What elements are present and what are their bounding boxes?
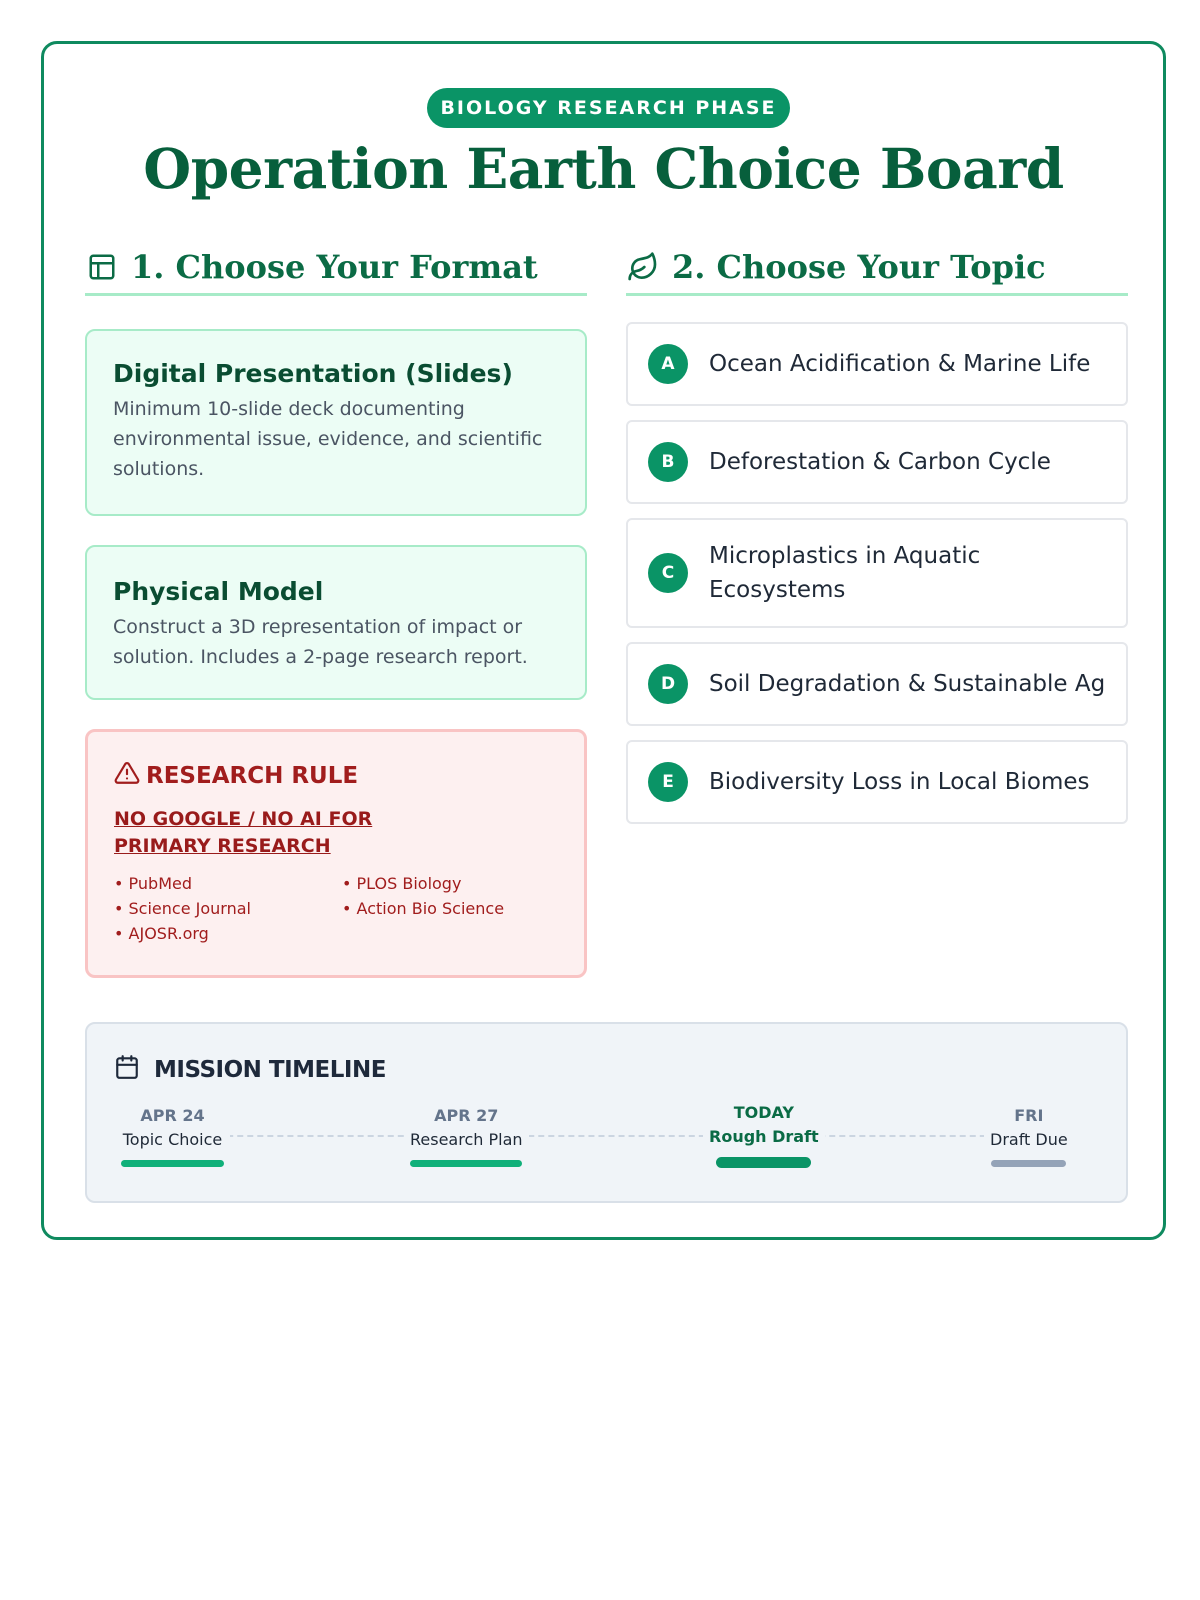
step-date: FRI [1014, 1106, 1044, 1125]
timeline-step [984, 1104, 1074, 1167]
warning-icon [114, 760, 140, 792]
timeline-title: MISSION TIMELINE [154, 1057, 386, 1083]
step-date: TODAY [733, 1103, 794, 1122]
step-progress-bar [410, 1160, 522, 1167]
research-rule-title: RESEARCH RULE [146, 763, 359, 789]
topic-letter-badge: C [648, 553, 688, 593]
phase-badge: BIOLOGY RESEARCH PHASE [427, 88, 790, 128]
topic-name: Soil Degradation & Sustainable Ag [709, 671, 1106, 697]
source-list [114, 874, 558, 944]
calendar-icon [114, 1054, 140, 1086]
research-rule-card [85, 729, 587, 978]
topic-heading-text: 2. Choose Your Topic [672, 247, 1046, 286]
research-rule-heading [114, 760, 558, 792]
topic-letter-badge: D [648, 664, 688, 704]
format-card-description: Minimum 10-slide deck documenting environmental issue, evidence, and scientific solutions. [113, 398, 543, 480]
format-card-description: Construct a 3D representation of impact or solution. Includes a 2-page research report. [113, 616, 528, 668]
topic-letter-badge: B [648, 442, 688, 482]
format-card-slides[interactable] [85, 329, 587, 516]
topic-section-heading [626, 240, 1128, 296]
step-label: Rough Draft [709, 1127, 819, 1146]
step-date: APR 27 [434, 1106, 499, 1125]
source-item: • PLOS Biology [342, 874, 462, 893]
research-rule-subheading: NO GOOGLE / NO AI FOR PRIMARY RESEARCH [114, 808, 373, 857]
topic-letter-badge: A [648, 344, 688, 384]
layout-icon [85, 250, 119, 284]
topic-name: Ocean Acidification & Marine Life [709, 351, 1091, 377]
format-card-title: Physical Model [113, 577, 324, 606]
step-progress-bar [716, 1157, 811, 1168]
timeline-step-current [703, 1101, 825, 1168]
step-progress-bar [121, 1160, 224, 1167]
timeline-step [115, 1104, 230, 1167]
format-section-heading [85, 240, 587, 296]
step-label: Topic Choice [122, 1130, 223, 1149]
topic-name: Biodiversity Loss in Local Biomes [709, 769, 1090, 795]
source-item: • Science Journal [114, 899, 251, 918]
timeline-step [404, 1104, 529, 1167]
topic-name: Deforestation & Carbon Cycle [709, 449, 1051, 475]
format-card-title: Digital Presentation (Slides) [113, 359, 513, 388]
topic-option-c[interactable] [626, 518, 1128, 628]
topic-option-e[interactable] [626, 740, 1128, 824]
mission-timeline [85, 1022, 1128, 1203]
topic-letter-badge: E [648, 762, 688, 802]
source-item: • Action Bio Science [342, 899, 505, 918]
topic-option-d[interactable] [626, 642, 1128, 726]
format-card-model[interactable] [85, 545, 587, 700]
step-label: Draft Due [990, 1130, 1068, 1149]
timeline-heading [114, 1054, 386, 1086]
source-item: • AJOSR.org [114, 924, 209, 943]
leaf-icon [626, 250, 660, 284]
topic-option-b[interactable] [626, 420, 1128, 504]
topic-name: Microplastics in Aquatic Ecosystems [709, 543, 981, 603]
step-progress-bar [991, 1160, 1066, 1167]
topic-option-a[interactable] [626, 322, 1128, 406]
format-heading-text: 1. Choose Your Format [131, 247, 538, 286]
step-label: Research Plan [410, 1130, 523, 1149]
source-item: • PubMed [114, 874, 192, 893]
choice-board [41, 41, 1166, 1240]
timeline-connector [167, 1135, 1046, 1137]
page-title: Operation Earth Choice Board [143, 136, 1064, 201]
step-date: APR 24 [140, 1106, 205, 1125]
